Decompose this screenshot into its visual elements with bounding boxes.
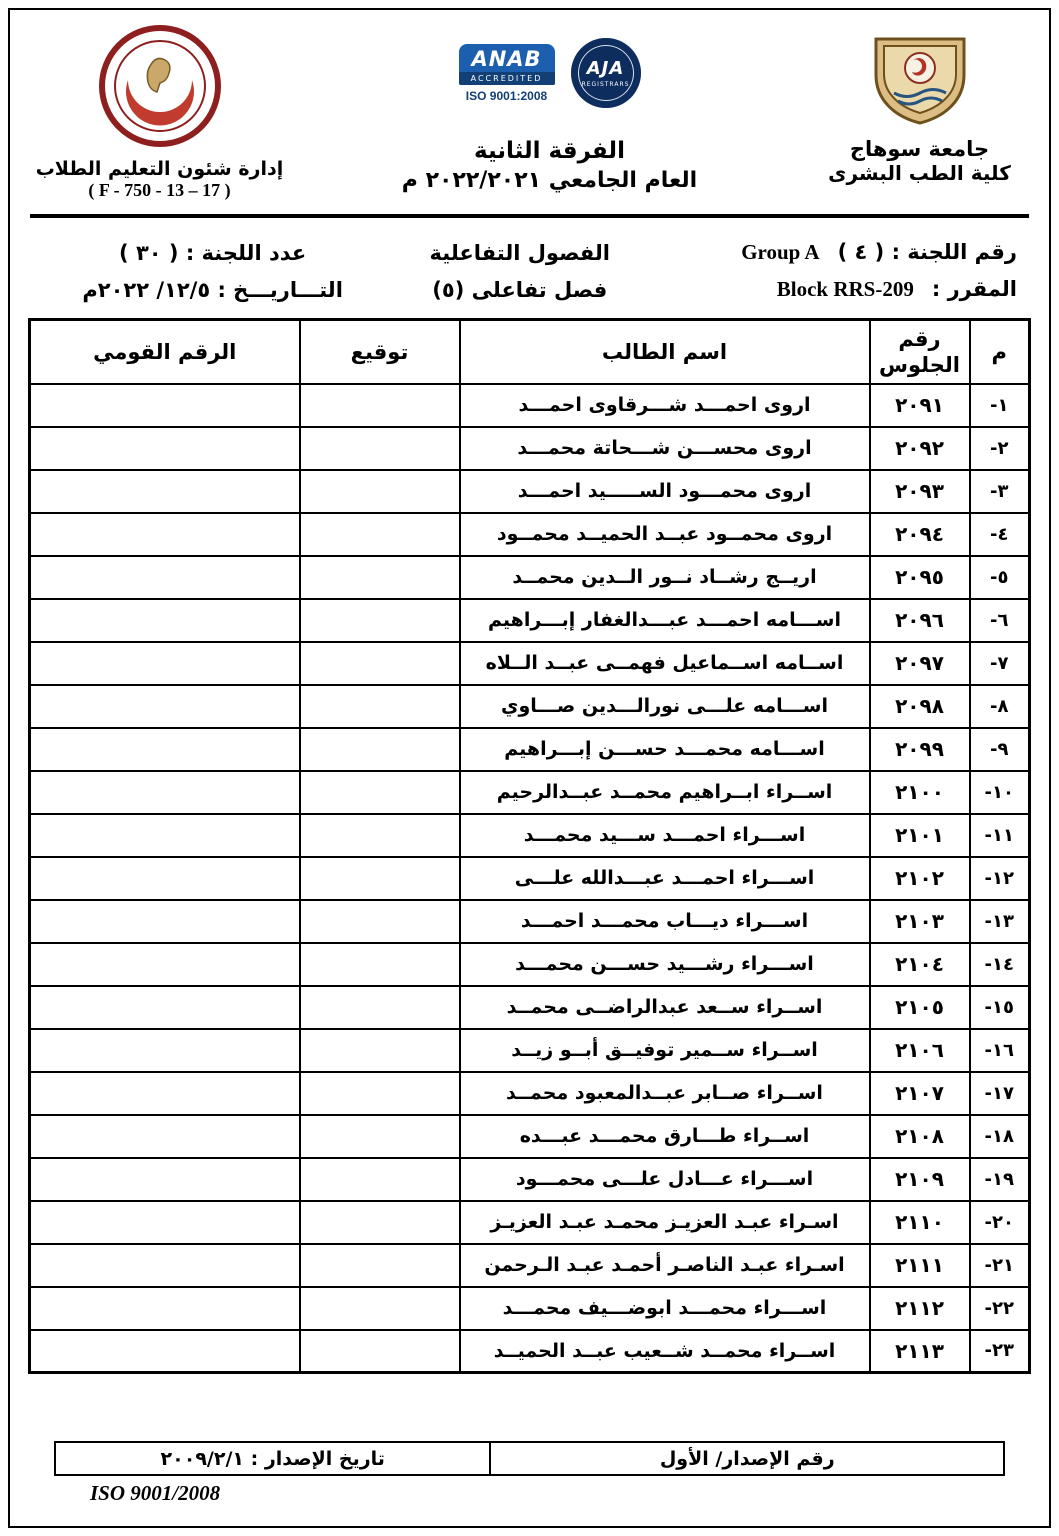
table-row	[30, 814, 1030, 857]
committee-label: رقم اللجنة : ( ٤ )	[837, 240, 1017, 264]
course-value: Block RRS-209	[776, 277, 914, 301]
seat-number-cell: ٢١٠٦	[870, 1029, 970, 1072]
course-label: المقرر :	[931, 277, 1017, 301]
national-id-cell	[30, 1244, 300, 1287]
table-row	[30, 384, 1030, 427]
national-id-cell	[30, 685, 300, 728]
anab-iso-label: ISO 9001:2008	[465, 89, 548, 103]
student-name-cell: اســـامه احمـــد عبـــدالغفار إبـــراهيم	[460, 599, 870, 642]
seat-number-cell: ٢١٠١	[870, 814, 970, 857]
table-row	[30, 1330, 1030, 1373]
exam-date: التـــاريـــخ : ١٢/٥/ ٢٠٢٢م	[82, 277, 343, 302]
seat-number-cell: ٢١٠٢	[870, 857, 970, 900]
national-id-cell	[30, 470, 300, 513]
aja-label: AJA	[586, 58, 625, 79]
national-id-cell	[30, 556, 300, 599]
signature-cell	[300, 642, 460, 685]
national-id-cell	[30, 1158, 300, 1201]
student-name-cell: اسـراء عبـد العزيـز محمـد عبـد العزيـز	[460, 1201, 870, 1244]
seat-number-cell: ٢١٠٥	[870, 986, 970, 1029]
student-name-cell: اروى محمـــود الســـــيد احمـــد	[460, 470, 870, 513]
section-title: الفصول التفاعلية	[429, 240, 610, 265]
student-name-cell: اســراء محمــد شــعيب عبــد الحميــد	[460, 1330, 870, 1373]
seat-number-cell: ٢١١٣	[870, 1330, 970, 1373]
national-id-cell	[30, 1029, 300, 1072]
signature-cell	[300, 470, 460, 513]
row-serial-cell: ٢٠-	[970, 1201, 1030, 1244]
table-row	[30, 685, 1030, 728]
national-id-cell	[30, 599, 300, 642]
header-signature: توقيع	[300, 320, 460, 384]
committee-number	[656, 240, 1017, 265]
accreditation-logos	[385, 30, 715, 128]
table-row	[30, 943, 1030, 986]
seat-number-cell: ٢١٠٧	[870, 1072, 970, 1115]
row-serial-cell: ٢١-	[970, 1244, 1030, 1287]
row-serial-cell: ١٤-	[970, 943, 1030, 986]
header-serial: م	[970, 320, 1030, 384]
university-block	[812, 24, 1027, 185]
seat-number-cell: ٢٠٩٧	[870, 642, 970, 685]
row-serial-cell: ١٩-	[970, 1158, 1030, 1201]
table-row	[30, 900, 1030, 943]
student-name-cell: اســـراء رشـــيد حســـن محمـــد	[460, 943, 870, 986]
faculty-name: كلية الطب البشرى	[828, 161, 1011, 185]
department-block	[32, 24, 287, 201]
table-row	[30, 1115, 1030, 1158]
row-serial-cell: ١٨-	[970, 1115, 1030, 1158]
table-row	[30, 986, 1030, 1029]
signature-cell	[300, 986, 460, 1029]
row-serial-cell: ١٧-	[970, 1072, 1030, 1115]
seat-number-cell: ٢١١١	[870, 1244, 970, 1287]
row-serial-cell: ١١-	[970, 814, 1030, 857]
student-name-cell: اسـراء عبـد الناصـر أحمـد عبـد الـرحمن	[460, 1244, 870, 1287]
row-serial-cell: ٣-	[970, 470, 1030, 513]
exam-info	[28, 218, 1031, 312]
table-row	[30, 857, 1030, 900]
seat-number-cell: ٢٠٩٤	[870, 513, 970, 556]
signature-cell	[300, 814, 460, 857]
national-id-cell	[30, 1201, 300, 1244]
student-name-cell: اروى محمــود عبــد الحميــد محمــود	[460, 513, 870, 556]
student-name-cell: اســـراء عـــادل علـــى محمـــود	[460, 1158, 870, 1201]
student-name-cell: اســراء ســمير توفيــق أبــو زيــد	[460, 1029, 870, 1072]
table-row	[30, 1029, 1030, 1072]
national-id-cell	[30, 1115, 300, 1158]
seat-number-cell: ٢٠٩٩	[870, 728, 970, 771]
student-name-cell: اســـراء احمـــد ســـيد محمـــد	[460, 814, 870, 857]
signature-cell	[300, 1330, 460, 1373]
national-id-cell	[30, 986, 300, 1029]
student-name-cell: اســـامه محمـــد حســـن إبـــراهيم	[460, 728, 870, 771]
seat-number-cell: ٢١٠٤	[870, 943, 970, 986]
signature-cell	[300, 1029, 460, 1072]
table-row	[30, 599, 1030, 642]
table-row	[30, 1201, 1030, 1244]
department-name: إدارة شئون التعليم الطلاب	[35, 158, 284, 180]
row-serial-cell: ٨-	[970, 685, 1030, 728]
seat-number-cell: ٢٠٩٥	[870, 556, 970, 599]
header-national-id: الرقم القومي	[30, 320, 300, 384]
signature-cell	[300, 1201, 460, 1244]
signature-cell	[300, 1158, 460, 1201]
student-name-cell: اســراء ابــراهيم محمــد عبــدالرحيم	[460, 771, 870, 814]
header-center	[385, 24, 715, 193]
seat-number-cell: ٢١٠٩	[870, 1158, 970, 1201]
signature-cell	[300, 556, 460, 599]
row-serial-cell: ١٣-	[970, 900, 1030, 943]
anab-accredited-label: ACCREDITED	[459, 72, 555, 85]
footer	[28, 1441, 1031, 1514]
course-info	[656, 277, 1017, 302]
seat-number-cell: ٢٠٩٦	[870, 599, 970, 642]
row-serial-cell: ١٦-	[970, 1029, 1030, 1072]
student-name-cell: اســـراء محمـــد ابوضـــيف محمـــد	[460, 1287, 870, 1330]
row-serial-cell: ٦-	[970, 599, 1030, 642]
group-name: Group A	[741, 240, 820, 264]
seat-number-cell: ٢١٠٨	[870, 1115, 970, 1158]
signature-cell	[300, 1287, 460, 1330]
national-id-cell	[30, 857, 300, 900]
seat-number-cell: ٢٠٩١	[870, 384, 970, 427]
student-name-cell: اروى محســـن شـــحاتة محمـــد	[460, 427, 870, 470]
table-header-row	[30, 320, 1030, 384]
grade-title: الفرقة الثانية	[474, 138, 625, 164]
seat-number-cell: ٢١١٢	[870, 1287, 970, 1330]
iso-label: ISO 9001/2008	[90, 1481, 221, 1505]
aja-registrars-label: REGISTRARS	[581, 81, 630, 88]
student-name-cell: اريــج رشــاد نــور الــدين محمــد	[460, 556, 870, 599]
student-name-cell: اســـراء احمـــد عبـــدالله علـــى	[460, 857, 870, 900]
academic-year: العام الجامعي ٢٠٢٢/٢٠٢١ م	[401, 168, 698, 193]
table-row	[30, 556, 1030, 599]
row-serial-cell: ٢٢-	[970, 1287, 1030, 1330]
issue-box	[54, 1441, 1005, 1476]
signature-cell	[300, 1244, 460, 1287]
seat-number-cell: ٢١٠٣	[870, 900, 970, 943]
aja-logo	[571, 38, 641, 108]
signature-cell	[300, 599, 460, 642]
anab-badge-icon	[459, 44, 555, 85]
signature-cell	[300, 1115, 460, 1158]
faculty-seal-logo	[98, 24, 222, 148]
seat-number-cell: ٢٠٩٨	[870, 685, 970, 728]
table-row	[30, 1287, 1030, 1330]
table-row	[30, 1158, 1030, 1201]
issue-number: رقم الإصدار/ الأول	[489, 1443, 1003, 1474]
row-serial-cell: ٩-	[970, 728, 1030, 771]
issue-date: تاريخ الإصدار : ٢٠٠٩/٢/١	[160, 1447, 385, 1470]
signature-cell	[300, 771, 460, 814]
seat-number-cell: ٢٠٩٢	[870, 427, 970, 470]
row-serial-cell: ٥-	[970, 556, 1030, 599]
row-serial-cell: ٤-	[970, 513, 1030, 556]
table-row	[30, 771, 1030, 814]
student-name-cell: اســراء صــابر عبــدالمعبود محمــد	[460, 1072, 870, 1115]
national-id-cell	[30, 728, 300, 771]
anab-logo	[459, 44, 555, 103]
national-id-cell	[30, 427, 300, 470]
header	[28, 18, 1031, 210]
national-id-cell	[30, 1072, 300, 1115]
row-serial-cell: ١٢-	[970, 857, 1030, 900]
national-id-cell	[30, 943, 300, 986]
student-name-cell: اســامه اســماعيل فهمــى عبــد الــلاه	[460, 642, 870, 685]
table-row	[30, 642, 1030, 685]
student-name-cell: اســراء ســعد عبدالراضــى محمــد	[460, 986, 870, 1029]
row-serial-cell: ٢٣-	[970, 1330, 1030, 1373]
form-code: ( F - 750 - 13 – 17 )	[88, 180, 231, 200]
national-id-cell	[30, 384, 300, 427]
anab-label: ANAB	[471, 47, 542, 71]
signature-cell	[300, 943, 460, 986]
signature-cell	[300, 728, 460, 771]
national-id-cell	[30, 1287, 300, 1330]
signature-cell	[300, 900, 460, 943]
row-serial-cell: ٧-	[970, 642, 1030, 685]
table-row	[30, 728, 1030, 771]
signature-cell	[300, 513, 460, 556]
signature-cell	[300, 685, 460, 728]
national-id-cell	[30, 1330, 300, 1373]
student-name-cell: اســـامه علـــى نورالـــدين صـــاوي	[460, 685, 870, 728]
university-name: جامعة سوهاج	[849, 137, 990, 161]
national-id-cell	[30, 513, 300, 556]
student-name-cell: اروى احمـــد شـــرقاوى احمـــد	[460, 384, 870, 427]
student-name-cell: اســراء طـــارق محمـــد عبـــده	[460, 1115, 870, 1158]
signature-cell	[300, 1072, 460, 1115]
row-serial-cell: ١٥-	[970, 986, 1030, 1029]
table-row	[30, 427, 1030, 470]
student-table	[28, 318, 1031, 1374]
section-value: فصل تفاعلى (٥)	[432, 277, 608, 302]
row-serial-cell: ٢-	[970, 427, 1030, 470]
table-row	[30, 1072, 1030, 1115]
signature-cell	[300, 384, 460, 427]
national-id-cell	[30, 771, 300, 814]
row-serial-cell: ١-	[970, 384, 1030, 427]
university-shield-logo	[868, 36, 972, 128]
table-row	[30, 1244, 1030, 1287]
seat-number-cell: ٢٠٩٣	[870, 470, 970, 513]
header-student-name: اسم الطالب	[460, 320, 870, 384]
table-row	[30, 513, 1030, 556]
signature-cell	[300, 857, 460, 900]
signature-cell	[300, 427, 460, 470]
national-id-cell	[30, 814, 300, 857]
student-name-cell: اســـراء ديـــاب محمـــد احمـــد	[460, 900, 870, 943]
national-id-cell	[30, 642, 300, 685]
seat-number-cell: ٢١٠٠	[870, 771, 970, 814]
row-serial-cell: ١٠-	[970, 771, 1030, 814]
committee-count: عدد اللجنة : ( ٣٠ )	[119, 240, 307, 265]
student-table-body	[30, 384, 1030, 1373]
national-id-cell	[30, 900, 300, 943]
table-row	[30, 470, 1030, 513]
seat-number-cell: ٢١١٠	[870, 1201, 970, 1244]
header-seat-number: رقم الجلوس	[870, 320, 970, 384]
page-frame	[8, 8, 1051, 1528]
